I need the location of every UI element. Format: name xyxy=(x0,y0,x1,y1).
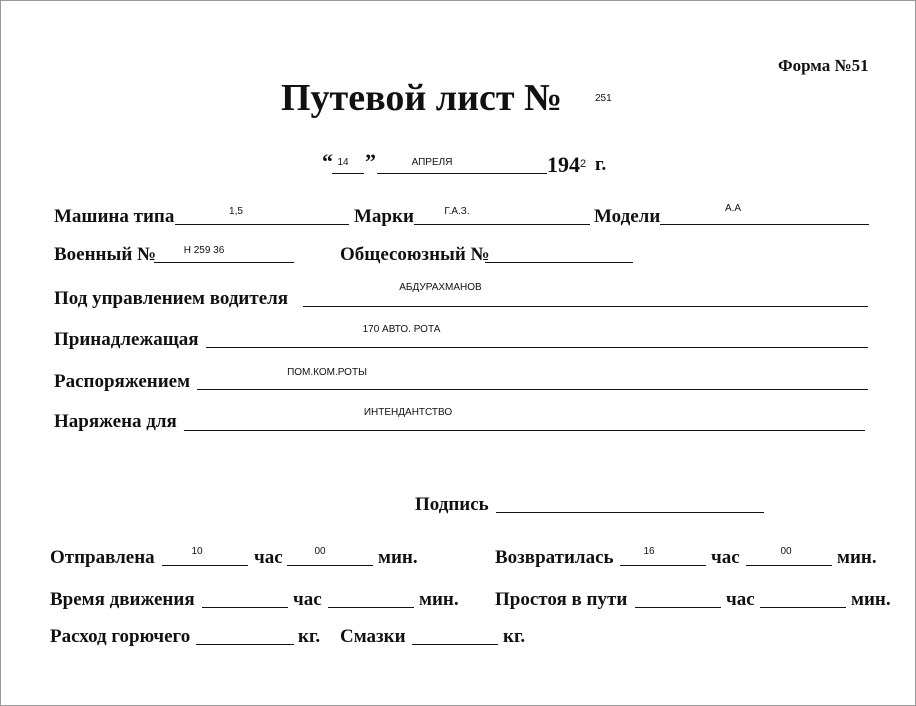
date-month-line xyxy=(377,173,547,174)
brand-line xyxy=(414,224,590,225)
departed-hours-line xyxy=(162,565,248,566)
machine-type-value: 1,5 xyxy=(229,206,243,217)
departed-hours-value: 10 xyxy=(191,546,203,557)
moving-hours-line xyxy=(202,607,288,608)
returned-minutes-value: 00 xyxy=(780,546,792,557)
date-quote-close: ” xyxy=(365,149,376,174)
returned-label: Возвратилась xyxy=(495,547,614,568)
assigned-value: ИНТЕНДАНТСТВО xyxy=(363,407,453,418)
model-value: А.А xyxy=(724,203,742,214)
date-year-digit: 2 xyxy=(580,158,587,170)
grease-unit: кг. xyxy=(503,626,526,647)
returned-hours-unit: час xyxy=(711,547,740,568)
moving-minutes-unit: мин. xyxy=(419,589,459,610)
belongs-value: 170 АВТО. РОТА xyxy=(362,324,441,335)
military-no-line xyxy=(154,262,294,263)
machine-type-label: Машина типа xyxy=(54,206,175,227)
departed-minutes-value: 00 xyxy=(314,546,326,557)
assigned-label: Наряжена для xyxy=(54,411,177,432)
page-title: Путевой лист № xyxy=(281,77,563,119)
model-line xyxy=(660,224,869,225)
date-year-suffix: г. xyxy=(595,154,607,175)
idle-hours-unit: час xyxy=(726,589,755,610)
moving-minutes-line xyxy=(328,607,414,608)
order-line xyxy=(197,389,868,390)
departed-hours-unit: час xyxy=(254,547,283,568)
grease-label: Смазки xyxy=(340,626,406,647)
belongs-line xyxy=(206,347,868,348)
date-quote-open: “ xyxy=(322,149,333,174)
idle-minutes-unit: мин. xyxy=(851,589,891,610)
departed-minutes-line xyxy=(287,565,373,566)
machine-type-line xyxy=(175,224,349,225)
signature-label: Подпись xyxy=(415,494,489,515)
form-label: Форма №51 xyxy=(778,56,869,75)
military-no-value: Н 259 36 xyxy=(183,245,225,256)
order-value: ПОМ.КОМ.РОТЫ xyxy=(287,367,367,378)
moving-time-label: Время движения xyxy=(50,589,195,610)
returned-minutes-line xyxy=(746,565,832,566)
assigned-line xyxy=(184,430,865,431)
union-no-line xyxy=(485,262,633,263)
signature-line xyxy=(496,512,764,513)
military-no-label: Военный № xyxy=(54,244,157,265)
grease-line xyxy=(412,644,498,645)
waybill-number: 251 xyxy=(595,93,612,104)
brand-value: Г.А.З. xyxy=(444,206,470,217)
driver-label: Под управлением водителя xyxy=(54,288,289,309)
idle-hours-line xyxy=(635,607,721,608)
order-label: Распоряжением xyxy=(54,371,191,392)
returned-hours-value: 16 xyxy=(643,546,655,557)
driver-value: АБДУРАХМАНОВ xyxy=(399,282,482,293)
date-day-line xyxy=(332,173,364,174)
model-label: Модели xyxy=(594,206,661,227)
idle-time-label: Простоя в пути xyxy=(495,589,628,610)
departed-minutes-unit: мин. xyxy=(378,547,418,568)
date-month-value: АПРЕЛЯ xyxy=(411,157,453,168)
returned-hours-line xyxy=(620,565,706,566)
moving-hours-unit: час xyxy=(293,589,322,610)
date-year-prefix: 194 xyxy=(547,152,580,177)
fuel-line xyxy=(196,644,294,645)
belongs-label: Принадлежащая xyxy=(54,329,199,350)
driver-line xyxy=(303,306,868,307)
brand-label: Марки xyxy=(354,206,414,227)
fuel-unit: кг. xyxy=(298,626,321,647)
date-day-value: 14 xyxy=(337,157,349,168)
returned-minutes-unit: мин. xyxy=(837,547,877,568)
fuel-label: Расход горючего xyxy=(50,626,191,647)
idle-minutes-line xyxy=(760,607,846,608)
departed-label: Отправлена xyxy=(50,547,155,568)
union-no-label: Общесоюзный № xyxy=(340,244,490,265)
